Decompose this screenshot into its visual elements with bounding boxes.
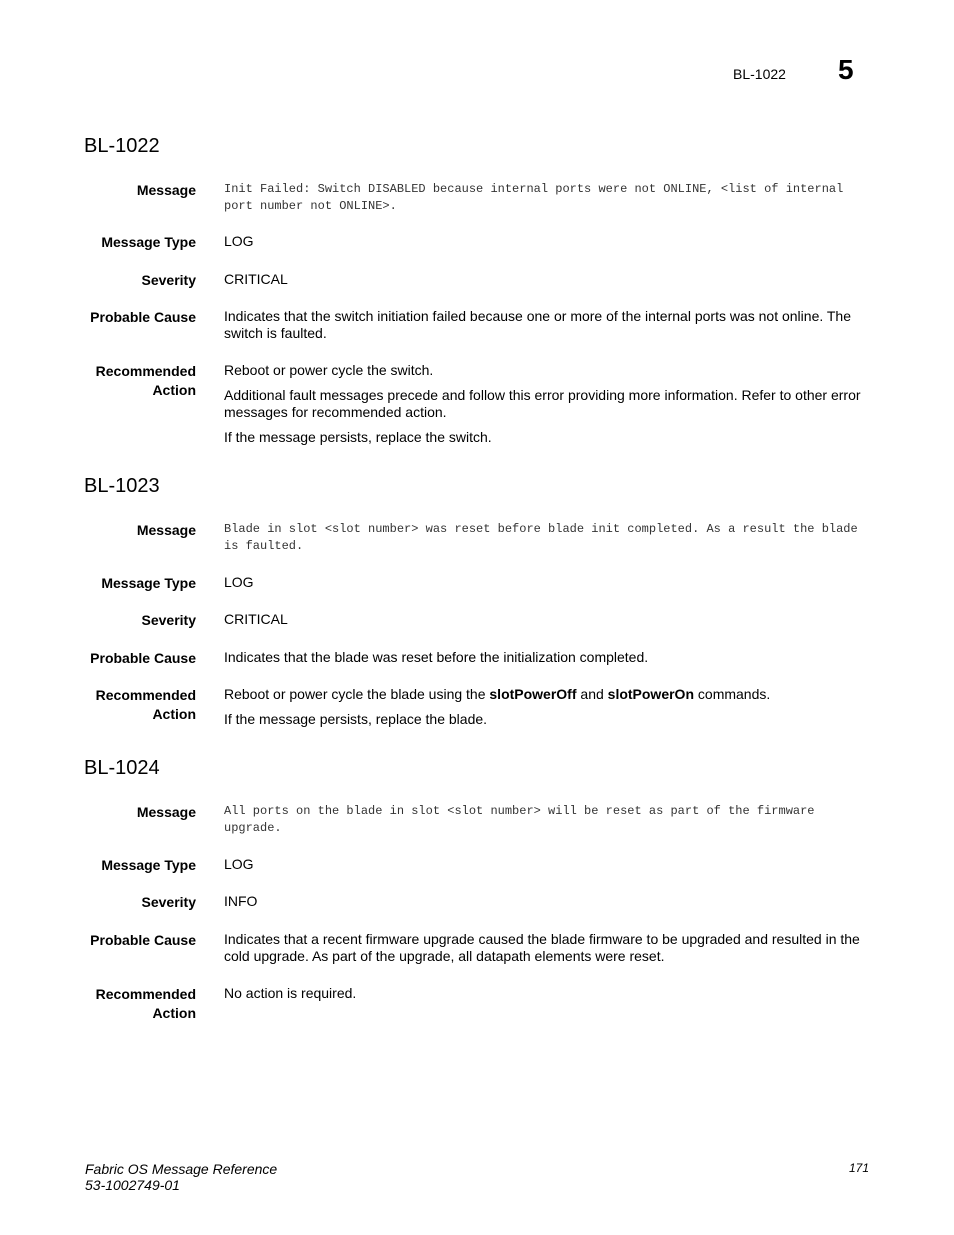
section-title: BL-1024 [84,757,160,779]
label-probable-cause: Probable Cause [90,650,196,666]
label-recommended-action [60,686,196,724]
label-message: Message [136,522,196,538]
message-type-value: LOG [224,574,254,590]
label-message-type: Message Type [101,234,196,250]
severity-value: CRITICAL [224,611,288,627]
label-probable-cause: Probable Cause [90,932,196,948]
label-action: Action [152,382,196,398]
action-paragraph: No action is required. [224,985,357,1001]
severity-value: CRITICAL [224,271,288,287]
running-header-ref: BL-1022 [733,66,786,82]
action-text: Reboot or power cycle the blade using the [224,686,490,702]
label-recommended-action [60,362,196,400]
message-text: Blade in slot <slot number> was reset before blade init completed. As a result the blade is faulted. [224,522,858,553]
section-title: BL-1022 [84,135,160,157]
label-severity: Severity [141,272,196,288]
probable-cause-text: Indicates that a recent firmware upgrade caused the blade firmware to be upgraded and resulted in the cold upgrade. As part of the upgrade, all datapath elements were reset. [224,931,860,964]
recommended-action-text [224,362,866,454]
command-slotpoweroff: slotPowerOff [489,686,577,702]
label-message: Message [136,804,196,820]
action-paragraph [224,686,866,703]
footer-title: Fabric OS Message Reference [85,1161,278,1177]
label-recommended-action [60,985,196,1023]
action-paragraph: Additional fault messages precede and follow this error providing more information. Refer to other error messages for recommended action. [224,387,861,420]
action-text: and [576,686,608,702]
recommended-action-text [224,686,866,736]
label-recommended: Recommended [95,687,196,703]
action-paragraph: Reboot or power cycle the switch. [224,362,434,378]
label-message-type: Message Type [101,857,196,873]
recommended-action-text [224,985,866,1010]
footer-doc-info [85,1161,277,1193]
section-title: BL-1023 [84,475,160,497]
label-action: Action [152,706,196,722]
label-message: Message [136,182,196,198]
action-paragraph: If the message persists, replace the blade. [224,711,488,727]
message-text: All ports on the blade in slot <slot number> will be reset as part of the firmware upgrade. [224,804,815,835]
footer-doc-number: 53-1002749-01 [85,1177,180,1193]
label-recommended: Recommended [95,363,196,379]
message-type-value: LOG [224,856,254,872]
severity-value: INFO [224,893,258,909]
command-slotpoweron: slotPowerOn [607,686,695,702]
message-text: Init Failed: Switch DISABLED because internal ports were not ONLINE, <list of internal port number not ONLINE>. [224,182,844,213]
page-number: 171 [849,1161,870,1175]
message-type-value: LOG [224,233,254,249]
chapter-number: 5 [838,54,854,85]
probable-cause-text: Indicates that the switch initiation failed because one or more of the internal ports was not online. The switch is faulted. [224,308,851,341]
label-recommended: Recommended [95,986,196,1002]
label-severity: Severity [141,612,196,628]
action-text: commands. [694,686,771,702]
label-severity: Severity [141,894,196,910]
label-action: Action [152,1005,196,1021]
label-probable-cause: Probable Cause [90,309,196,325]
probable-cause-text: Indicates that the blade was reset before the initialization completed. [224,649,649,665]
label-message-type: Message Type [101,575,196,591]
action-paragraph: If the message persists, replace the switch. [224,429,492,445]
